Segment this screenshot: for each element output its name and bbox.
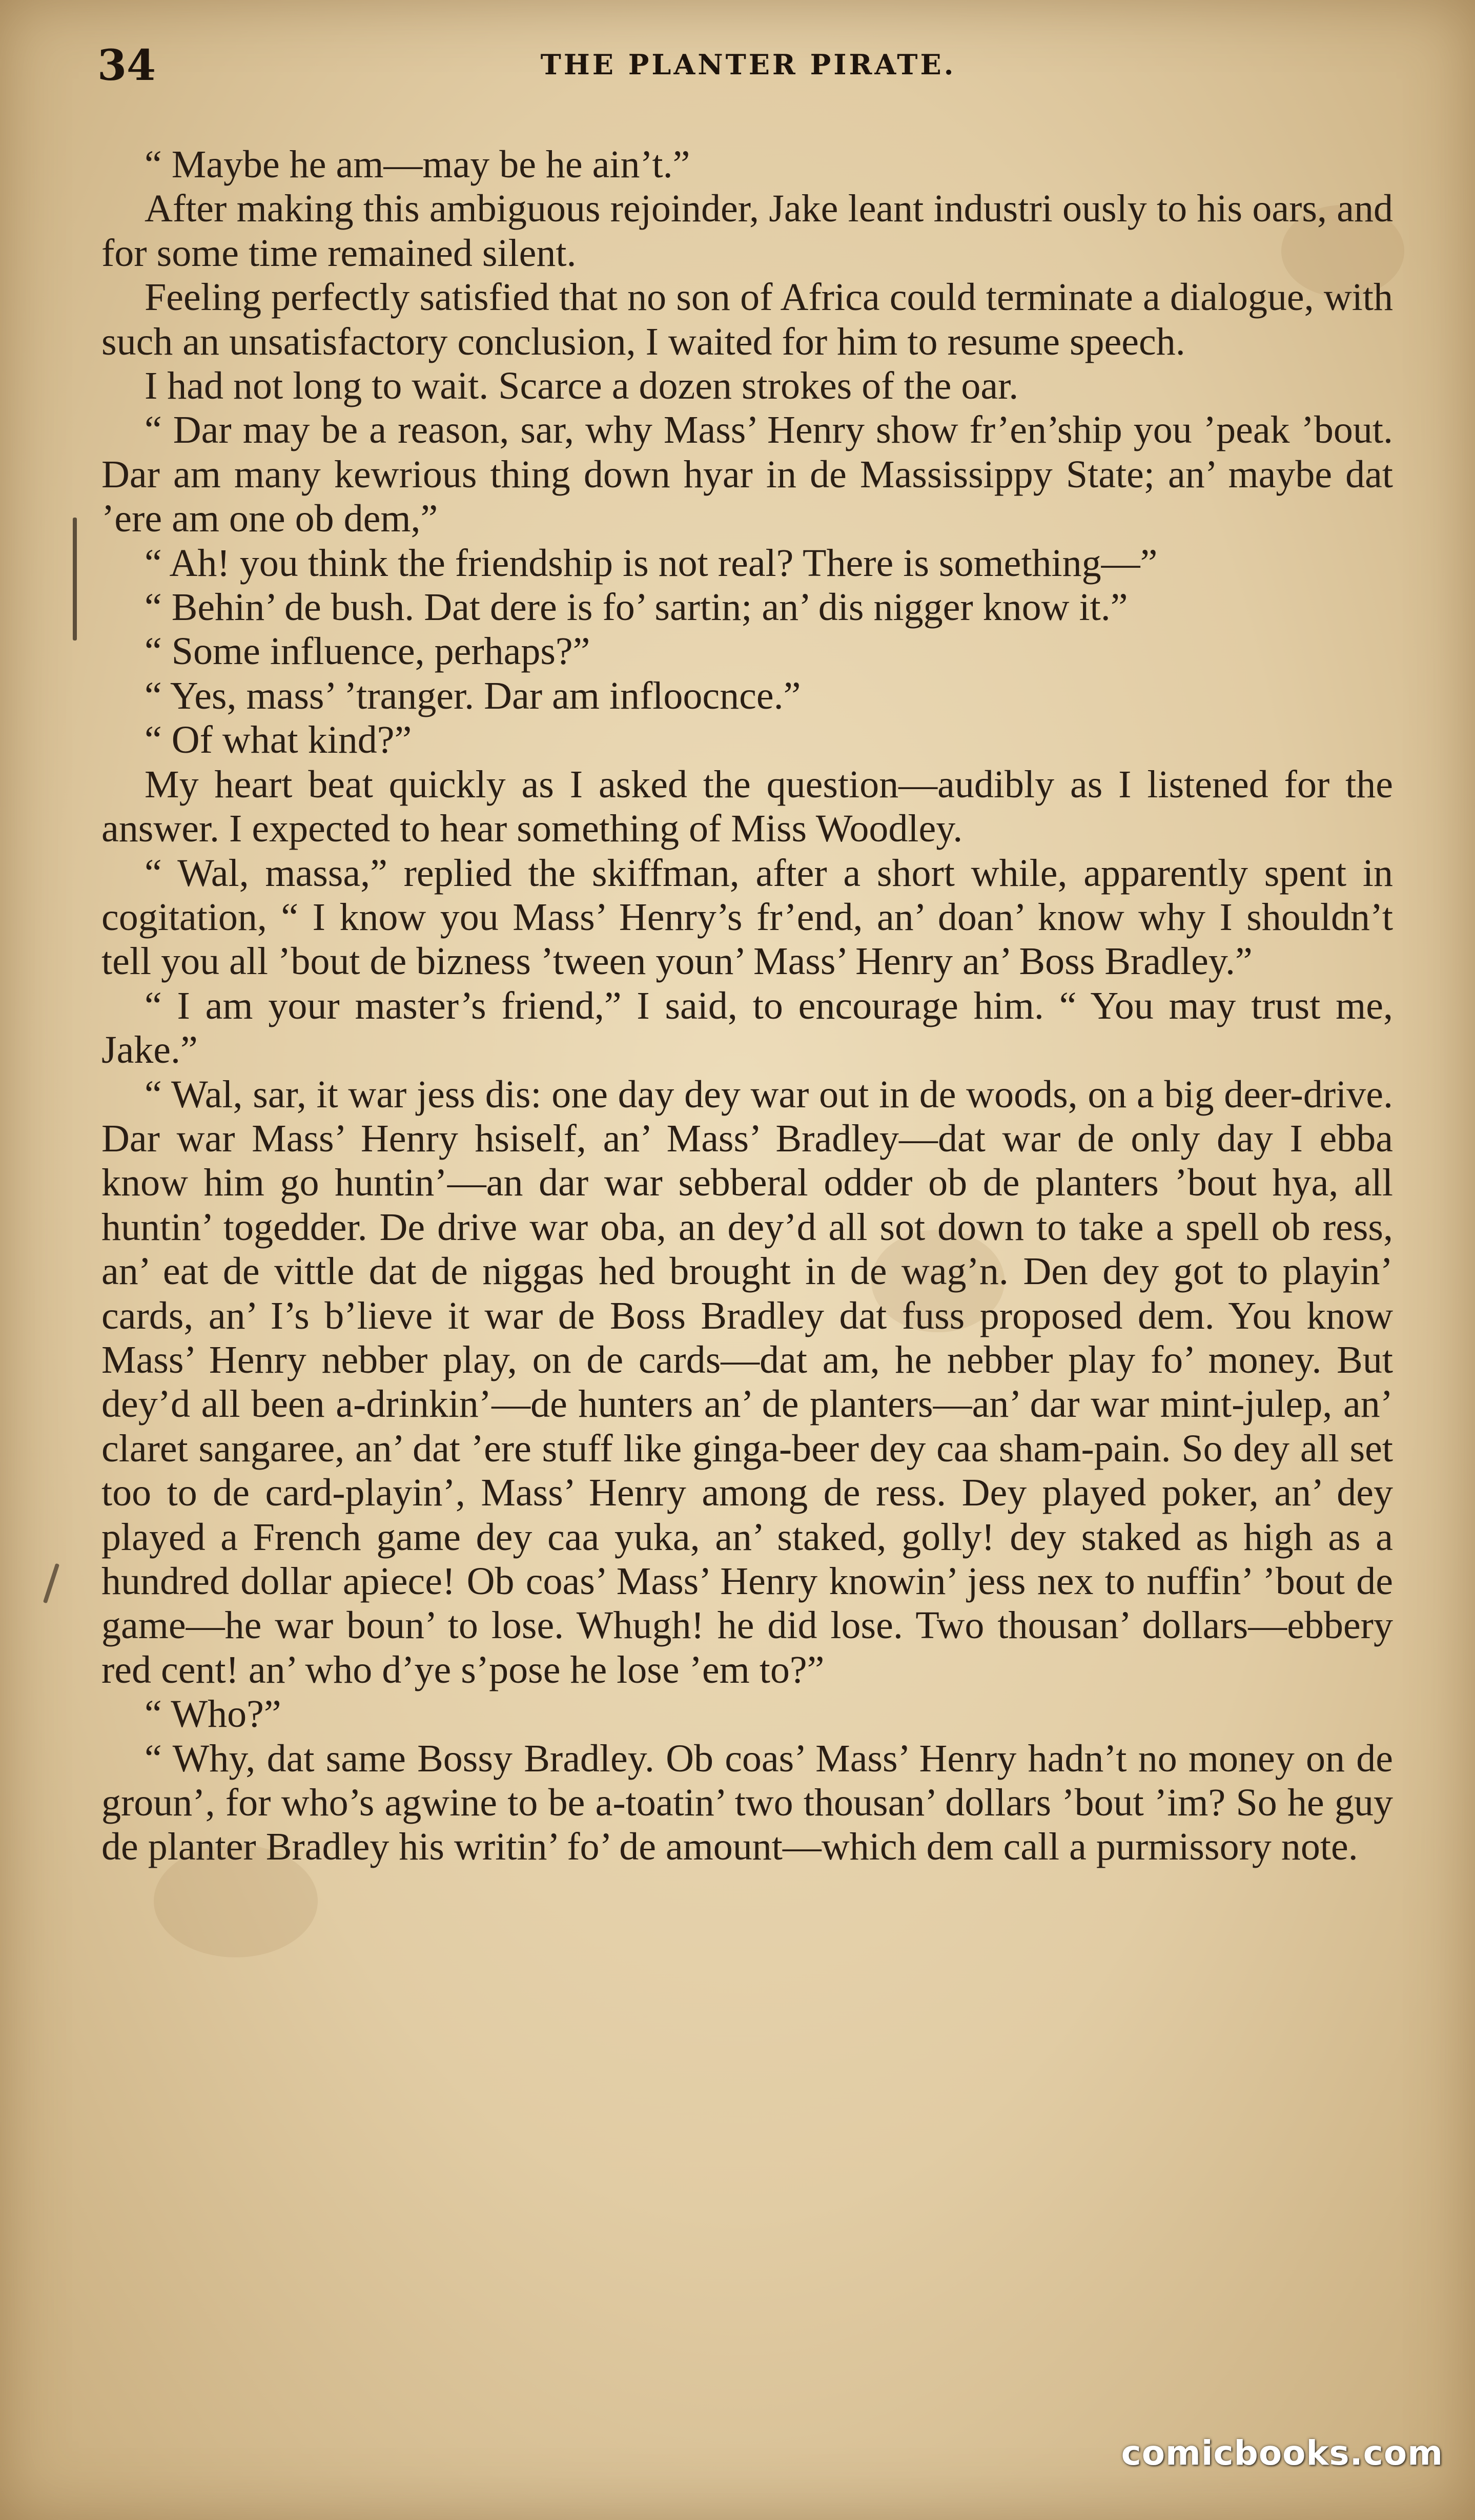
paragraph: “ Wal, sar, it war jess dis: one day dey war out in de woods, on a big deer-drive. Dar war Mass’ Henry hsiself, an’ Mass’ Bradley—dat war de only day I ebba know him go huntin’—an dar war sebberal odder ob de planters ’bout hya, all huntin’ togedder. De drive war oba, an dey’d all sot down to take a spell ob ress, an’ eat de vittle dat de niggas hed brought in de wag’n. Den dey got to playin’ cards, an’ I’s b’lieve it war de Boss Bradley dat fuss proposed dem. You know Mass’ Henry nebber play, on de cards—dat am, he nebber play fo’ money. But dey’d all been a-drinkin’—de hunters an’ de planters—an’ dar war mint-julep, an’ claret sangaree, an’ dat ’ere stuff like ginga-beer dey caa sham-pain. So dey all set too to de card-playin’, Mass’ Henry among de ress. Dey played poker, an’ dey played a French game dey caa yuka, an’ staked, golly! dey staked as high as a hundred dollar apiece! Ob coas’ Mass’ Henry knowin’ jess nex to nuffin’ ’bout de game—he war boun’ to lose. Whugh! he did lose. Two thousan’ dollars—ebbery red cent! an’ who d’ye s’pose he lose ’em to?” [101, 1072, 1393, 1691]
paragraph: Feeling perfectly satisfied that no son of Africa could terminate a dialogue, with such an unsatisfactory conclusion, I waited for him to resume speech. [101, 276, 1393, 363]
paragraph: My heart beat quickly as I asked the question—audibly as I listened for the answer. I expected to hear something of Miss Woodley. [101, 762, 1393, 851]
paragraph: “ Ah! you think the friendship is not real? There is something—” [145, 541, 1158, 585]
paragraph: “ Yes, mass’ ’tranger. Dar am infloocnce.” [145, 674, 801, 717]
paragraph: “ Wal, massa,” replied the skiffman, after a short while, apparently spent in cogitation, “ I know you Mass’ Henry’s fr’end, an’ doan’ know why I shouldn’t tell you all ’bout de bizness ’tween youn’ Mass’ Henry an’ Boss Bradley.” [101, 851, 1393, 983]
body-text [101, 142, 1393, 1869]
paragraph: “ I am your master’s friend,” I said, to encourage him. “ You may trust me, Jake.” [101, 984, 1393, 1072]
running-title: THE PLANTER PIRATE. [540, 48, 956, 81]
paragraph: “ Maybe he am—may be he ain’t.” [145, 143, 690, 186]
paragraph: I had not long to wait. Scarce a dozen strokes of the oar. [145, 364, 1019, 408]
paragraph: “ Why, dat same Bossy Bradley. Ob coas’ Mass’ Henry hadn’t no money on de groun’, for who’s agwine to be a-toatin’ two thousan’ dollars ’bout ’im? So he guy de planter Bradley his writin’ fo’ de amount—which dem call a purmissory note. [101, 1737, 1393, 1869]
margin-pencil-mark [43, 1563, 59, 1604]
paragraph: “ Dar may be a reason, sar, why Mass’ Henry show fr’en’ship you ’peak ’bout. Dar am many kewrious thing down hyar in de Massissippy State; an’ maybe dat ’ere am one ob dem,” [101, 408, 1393, 541]
paragraph: “ Of what kind?” [145, 718, 412, 762]
paragraph: “ Who?” [145, 1692, 281, 1736]
running-head [97, 41, 1399, 97]
paragraph: After making this ambiguous rejoinder, Jake leant industri ously to his oars, and for some time remained silent. [101, 187, 1393, 275]
watermark: comicbooks.com [1121, 2433, 1443, 2473]
page-number: 34 [97, 41, 156, 90]
paragraph: “ Behin’ de bush. Dat dere is fo’ sartin; an’ dis nigger know it.” [145, 586, 1128, 629]
margin-pencil-mark [73, 518, 77, 641]
paragraph: “ Some influence, perhaps?” [145, 630, 590, 673]
